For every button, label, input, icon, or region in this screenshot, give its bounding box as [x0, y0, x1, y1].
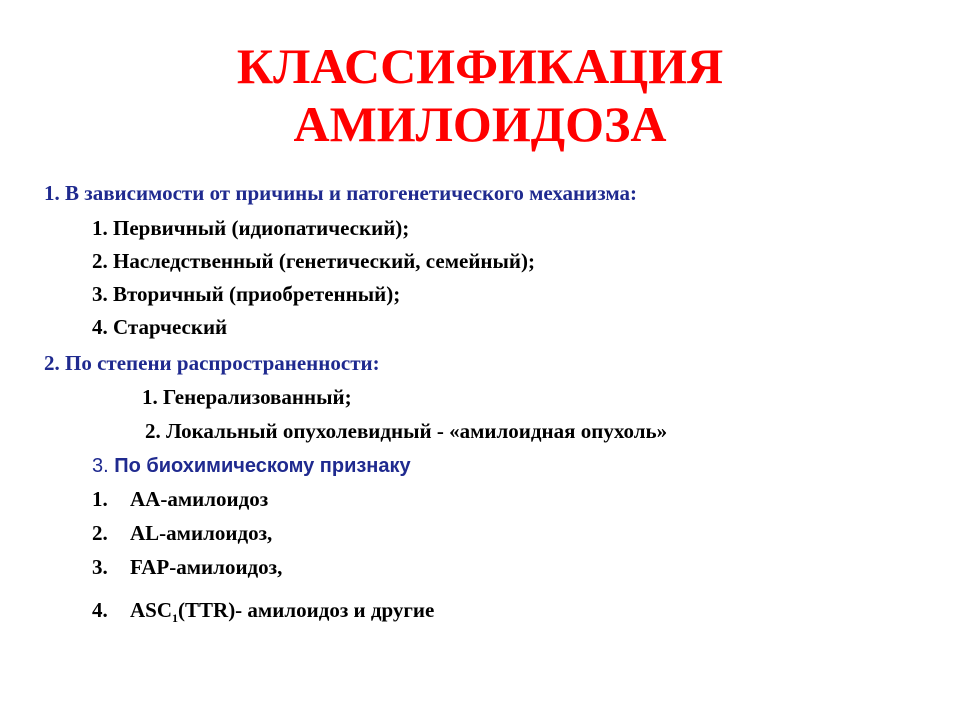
section-2-item-2: 2. Локальный опухолевидный - «амилоидная опухоль»: [145, 419, 668, 443]
item-number: 1.: [92, 487, 108, 511]
item-text: AL-амилоидоз,: [130, 521, 273, 545]
section-2-item-1: 1. Генерализованный;: [142, 385, 352, 409]
slide-title-line-1: КЛАССИФИКАЦИЯ: [236, 38, 724, 94]
item-text-post: (TTR)- амилоидоз и другие: [178, 598, 435, 622]
section-1-heading: 1. В зависимости от причины и патогенетического механизма:: [44, 181, 638, 205]
section-3-item-2: [92, 520, 272, 546]
slide-title-line-2: АМИЛОИДОЗА: [293, 96, 667, 152]
item-text: АА-амилоидоз: [130, 487, 269, 511]
item-number: 3.: [92, 555, 108, 579]
section-2-heading: 2. По степени распространенности:: [44, 351, 380, 375]
section-1-item-1: 1. Первичный (идиопатический);: [92, 216, 410, 240]
section-1-item-2: 2. Наследственный (генетический, семейный);: [92, 249, 535, 273]
section-3-heading-text: По биохимическому признаку: [114, 455, 411, 477]
item-text: FAP-амилоидоз,: [130, 555, 283, 579]
section-3-item-3: [92, 554, 282, 580]
section-3-heading: [92, 453, 411, 479]
item-text-subscript: 1: [172, 611, 179, 626]
item-number: 2.: [92, 521, 108, 545]
section-3-item-4: [92, 597, 435, 626]
item-text-pre: ASC: [130, 598, 173, 622]
section-1-item-4: 4. Старческий: [92, 315, 228, 339]
section-3-item-1: [92, 486, 268, 512]
section-3-number: 3.: [92, 455, 109, 477]
item-number: 4.: [92, 598, 108, 622]
section-1-item-3: 3. Вторичный (приобретенный);: [92, 282, 401, 306]
